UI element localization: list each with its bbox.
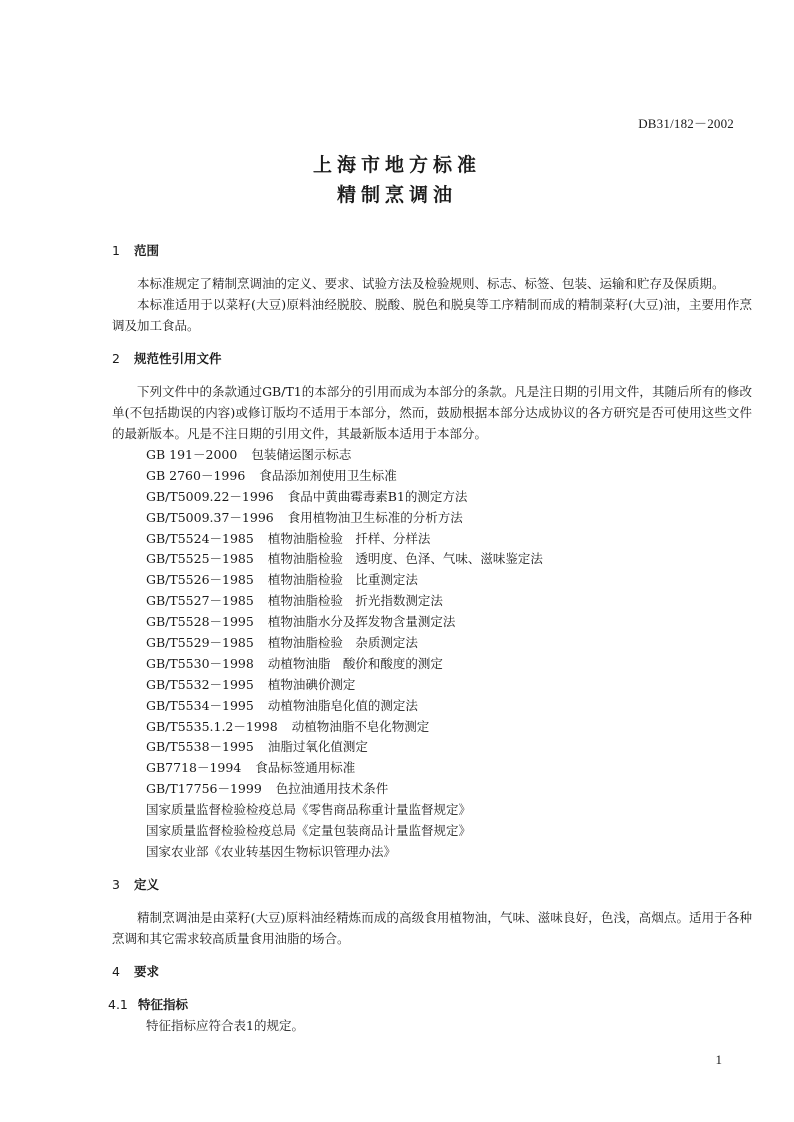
reference-title: 包装储运图示标志 bbox=[251, 447, 352, 462]
reference-item bbox=[146, 820, 752, 841]
title-line-1: 上海市地方标准 bbox=[312, 154, 481, 176]
standard-code: DB31/182－2002 bbox=[638, 116, 734, 131]
reference-code: GB/T5528－1995 bbox=[146, 614, 254, 630]
document-body bbox=[108, 240, 752, 1036]
reference-code: GB/T5525－1985 bbox=[146, 551, 254, 567]
reference-code: GB/T5534－1995 bbox=[146, 697, 254, 713]
reference-item bbox=[146, 716, 752, 737]
reference-title: 食品标签通用标准 bbox=[255, 760, 356, 776]
section-number: 3 bbox=[112, 876, 120, 892]
characteristic-paragraph: 特征指标应符合表1的规定。 bbox=[146, 1017, 304, 1033]
reference-title: 植物油脂检验 扦样、分样法 bbox=[267, 530, 431, 546]
reference-code: GB/T5009.37－1996 bbox=[146, 509, 274, 525]
reference-title: 动植物油脂不皂化物测定 bbox=[291, 718, 430, 734]
section-title: 规范性引用文件 bbox=[134, 351, 222, 366]
scope-paragraph-2: 本标准适用于以菜籽(大豆)原料油经脱胶、脱酸、脱色和脱臭等工序精制而成的精制菜籽(大豆)油，主要用作烹调及加工食品。 bbox=[112, 297, 752, 333]
reference-code: GB 2760－1996 bbox=[146, 467, 246, 483]
section-number: 4 bbox=[112, 963, 120, 979]
section-1-heading bbox=[112, 240, 752, 261]
reference-code: GB 191－2000 bbox=[146, 447, 238, 462]
reference-title: 植物油碘价测定 bbox=[267, 676, 356, 692]
title-line-2: 精制烹调油 bbox=[336, 184, 457, 206]
reference-item bbox=[146, 674, 752, 695]
reference-title: 植物油脂检验 杂质测定法 bbox=[267, 635, 418, 651]
reference-item bbox=[146, 465, 752, 486]
reference-title: 食品添加剂使用卫生标准 bbox=[259, 467, 397, 483]
reference-code: GB/T5527－1985 bbox=[146, 593, 254, 609]
page-number: 1 bbox=[715, 1052, 722, 1067]
reference-title: 国家农业部《农业转基因生物标识管理办法》 bbox=[146, 843, 397, 859]
references-intro: 下列文件中的条款通过GB/T1的本部分的引用而成为本部分的条款。凡是注日期的引用文件，其随后所有的修改单(不包括勘误的内容)或修订版均不适用于本部分，然而，鼓励根据本部分达成协议的各方研究是否可使用这些文件的最新版本。凡是不注日期的引用文件，其最新版本适用于本部分。 bbox=[112, 384, 752, 441]
reference-item bbox=[146, 486, 752, 507]
subsection-4-1-heading bbox=[108, 994, 752, 1015]
section-2-heading bbox=[112, 348, 752, 369]
reference-title: 植物油脂检验 比重测定法 bbox=[267, 572, 418, 588]
reference-title: 食品中黄曲霉毒素B1的测定方法 bbox=[287, 488, 468, 504]
reference-code: GB7718－1994 bbox=[146, 760, 242, 776]
reference-item bbox=[146, 507, 752, 528]
reference-item bbox=[146, 444, 752, 465]
reference-title: 油脂过氧化值测定 bbox=[267, 739, 368, 755]
section-number: 1 bbox=[112, 243, 120, 258]
reference-code: GB/T5538－1995 bbox=[146, 739, 254, 755]
section-4-heading bbox=[112, 961, 752, 982]
reference-title: 色拉油通用技术条件 bbox=[275, 781, 389, 797]
reference-title: 植物油脂检验 透明度、色泽、气味、滋味鉴定法 bbox=[267, 551, 543, 567]
reference-title: 食用植物油卫生标准的分析方法 bbox=[287, 509, 463, 525]
section-title: 范围 bbox=[134, 243, 160, 258]
reference-item bbox=[146, 590, 752, 611]
reference-item bbox=[146, 632, 752, 653]
subsection-number: 4.1 bbox=[108, 996, 128, 1012]
reference-item bbox=[146, 569, 752, 590]
reference-title: 动植物油脂皂化值的测定法 bbox=[267, 697, 418, 713]
reference-code: GB/T5009.22－1996 bbox=[146, 488, 274, 504]
reference-item bbox=[146, 695, 752, 716]
reference-item bbox=[146, 778, 752, 799]
reference-code: GB/T5535.1.2－1998 bbox=[146, 718, 278, 734]
reference-item bbox=[146, 548, 752, 569]
reference-item bbox=[146, 841, 752, 862]
reference-title: 国家质量监督检验检疫总局《定量包装商品计量监督规定》 bbox=[146, 823, 472, 839]
reference-item bbox=[146, 611, 752, 632]
reference-code: GB/T5526－1985 bbox=[146, 572, 254, 588]
reference-title: 国家质量监督检验检疫总局《零售商品称重计量监督规定》 bbox=[146, 802, 472, 818]
reference-title: 动植物油脂 酸价和酸度的测定 bbox=[267, 655, 443, 671]
scope-paragraph-1: 本标准规定了精制烹调油的定义、要求、试验方法及检验规则、标志、标签、包装、运输和贮存及保质期。 bbox=[137, 276, 725, 291]
reference-code: GB/T17756－1999 bbox=[146, 781, 262, 797]
reference-code: GB/T5524－1985 bbox=[146, 530, 254, 546]
reference-code: GB/T5530－1998 bbox=[146, 655, 254, 671]
reference-item bbox=[146, 757, 752, 778]
reference-title: 植物油脂检验 折光指数测定法 bbox=[267, 593, 443, 609]
reference-code: GB/T5529－1985 bbox=[146, 635, 254, 651]
reference-title: 植物油脂水分及挥发物含量测定法 bbox=[267, 614, 456, 630]
section-title: 定义 bbox=[134, 876, 160, 892]
subsection-title: 特征指标 bbox=[138, 996, 189, 1012]
section-number: 2 bbox=[112, 351, 120, 366]
reference-item bbox=[146, 528, 752, 549]
definition-paragraph: 精制烹调油是由菜籽(大豆)原料油经精炼而成的高级食用植物油，气味、滋味良好，色浅，高烟点。适用于各种烹调和其它需求较高质量食用油脂的场合。 bbox=[112, 909, 752, 946]
section-title: 要求 bbox=[134, 963, 160, 979]
reference-item bbox=[146, 653, 752, 674]
reference-item bbox=[146, 799, 752, 820]
section-3-heading bbox=[112, 874, 752, 895]
reference-list bbox=[112, 444, 752, 862]
reference-item bbox=[146, 736, 752, 757]
reference-code: GB/T5532－1995 bbox=[146, 676, 254, 692]
